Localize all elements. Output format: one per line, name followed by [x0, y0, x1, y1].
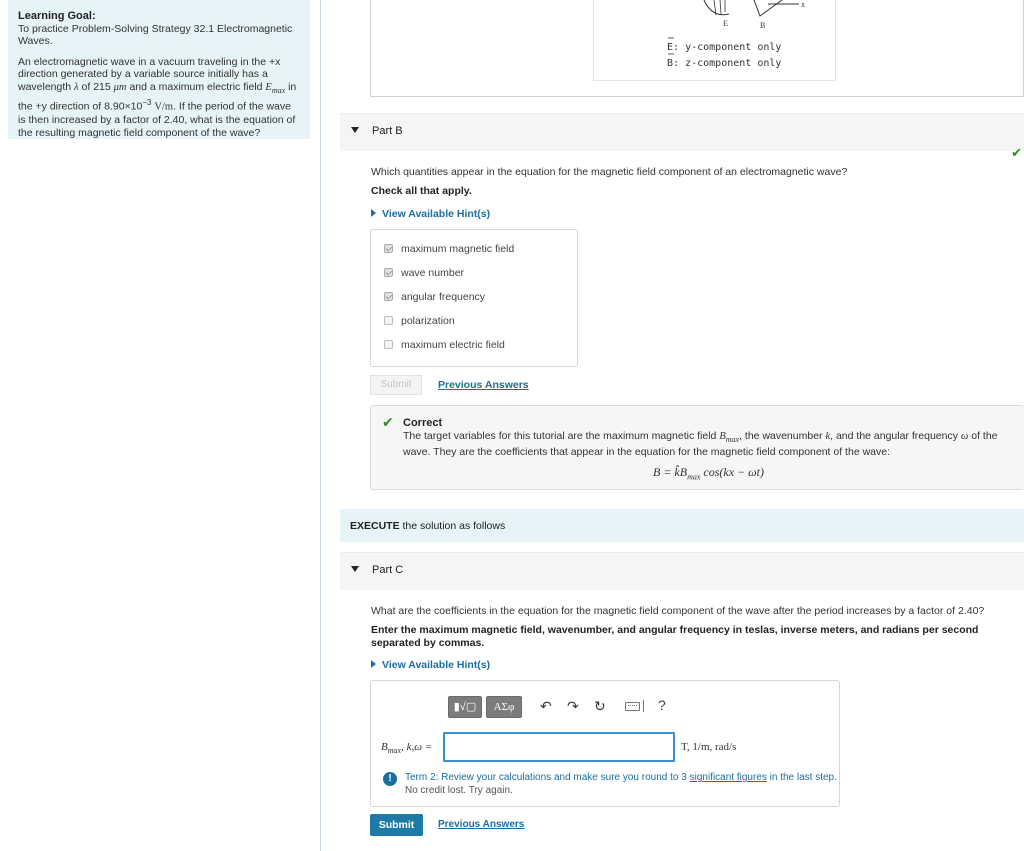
exponent: −3 — [142, 98, 152, 108]
part-c-instruction: Enter the maximum magnetic field, wavenumber, and angular frequency in teslas, inverse meters, and radians per second separated by commas. — [371, 624, 979, 649]
checkbox[interactable] — [384, 244, 393, 253]
checkbox[interactable] — [384, 268, 393, 277]
keyboard-divider — [643, 700, 644, 712]
part-c-previous-answers-link[interactable]: Previous Answers — [438, 819, 525, 830]
choice-maximum-magnetic-field[interactable]: maximum magnetic field — [384, 243, 514, 255]
significant-figures-link[interactable]: significant figures — [689, 772, 767, 783]
templates-button[interactable]: ▮√▢ — [448, 696, 482, 718]
figure-e-label: E — [723, 19, 728, 28]
feedback-text: The target variables for this tutorial are the maximum magnetic field $B_{max}$, the wavenumber k, and the angular frequency ω of the wave. They are the coefficients that appear in the equation for the magnetic field component of the wave: — [403, 430, 998, 459]
learning-goal-panel — [8, 0, 310, 139]
learning-goal-description: To practice Problem-Solving Strategy 32.1 Electromagnetic Waves. — [18, 22, 293, 47]
part-b-hint-link[interactable]: View Available Hint(s) — [371, 208, 490, 220]
emax-unit: V/m — [154, 101, 174, 113]
part-c-label: Part C — [372, 564, 404, 576]
warning-subtext: No credit lost. Try again. — [405, 785, 513, 796]
choice-polarization[interactable]: polarization — [384, 315, 455, 327]
help-icon[interactable]: ? — [658, 697, 666, 713]
choice-maximum-electric-field[interactable]: maximum electric field — [384, 339, 505, 351]
em-wave-figure — [593, 0, 836, 81]
checkbox[interactable] — [384, 316, 393, 325]
warning-icon: ! — [383, 772, 397, 786]
hint-triangle-icon — [371, 660, 376, 668]
part-b-feedback-correct — [370, 405, 1024, 490]
part-c-question: What are the coefficients in the equation for the magnetic field component of the wave after the period increases by a factor of 2.40? — [371, 605, 985, 617]
collapse-triangle-icon[interactable] — [351, 127, 359, 133]
part-b-instruction: Check all that apply. — [371, 185, 472, 197]
hint-triangle-icon — [371, 209, 376, 217]
feedback-equation: $B = k̂B_{max}$ cos(kx − ωt) — [653, 465, 764, 482]
part-b-submit-button[interactable]: Submit — [370, 375, 422, 395]
problem-text-2: of 215 — [81, 80, 111, 93]
reset-icon[interactable]: ↻ — [594, 698, 606, 714]
part-c-submit-button[interactable]: Submit — [370, 814, 423, 836]
content-divider — [320, 0, 321, 851]
answer-input[interactable] — [443, 732, 675, 762]
part-c-answer-box — [370, 680, 840, 807]
figure-x-label: x — [801, 0, 805, 9]
lambda-unit: μm — [113, 81, 127, 93]
choice-angular-frequency[interactable]: angular frequency — [384, 291, 485, 303]
answer-units: T, 1/m, rad/s — [681, 741, 737, 753]
problem-statement — [18, 56, 300, 140]
part-c-hint-link[interactable]: View Available Hint(s) — [371, 659, 490, 671]
part-b-previous-answers-link[interactable]: Previous Answers — [438, 379, 529, 391]
collapse-triangle-icon[interactable] — [351, 566, 359, 572]
checkbox[interactable] — [384, 292, 393, 301]
part-b-label: Part B — [372, 125, 403, 137]
redo-icon[interactable]: ↷ — [567, 698, 579, 714]
undo-icon[interactable]: ↶ — [540, 698, 552, 714]
greek-symbols-button[interactable]: ΑΣφ — [486, 696, 522, 718]
figure-b-label: B — [760, 21, 766, 30]
learning-goal-title: Learning Goal: — [18, 10, 96, 22]
emax-symbol: $E_{max}$ — [265, 81, 286, 95]
correct-check-icon: ✔ — [382, 414, 394, 430]
checkbox[interactable] — [384, 340, 393, 349]
keyboard-icon[interactable] — [625, 702, 640, 711]
problem-text-3: and a maximum electric field — [129, 80, 263, 93]
part-b-complete-check-icon: ✔ — [1011, 145, 1022, 160]
part-b-choices — [370, 229, 578, 367]
part-b-question: Which quantities appear in the equation for the magnetic field component of an electromagnetic wave? — [371, 166, 848, 178]
answer-label: $B_{max}$, k,ω = — [381, 741, 433, 756]
part-c-header[interactable] — [340, 552, 1024, 590]
choice-wave-number[interactable]: wave number — [384, 267, 464, 279]
svg-text:B: z-component only: B: z-component only — [667, 58, 782, 69]
svg-text:E: y-component only: E: y-component only — [667, 42, 782, 53]
problem-text-1: An electromagnetic wave in a vacuum traveling in the +x direction generated by a variable source initially has a wavelength — [18, 55, 281, 93]
problem-text-4: in the +y direction of 8.90×10 — [18, 80, 297, 113]
part-b-header[interactable] — [340, 113, 1024, 151]
warning-message: Term 2: Review your calculations and make sure you round to 3 significant figures in the last step. — [405, 772, 837, 783]
lambda-symbol: λ — [74, 81, 79, 93]
em-wave-diagram — [594, 0, 837, 81]
execute-header: EXECUTE the solution as follows — [340, 509, 1024, 542]
problem-text-5: . If the period of the wave is then increased by a factor of 2.40, what is the equation of the resulting magnetic field component of the wave? — [18, 100, 296, 139]
feedback-title: Correct — [403, 417, 443, 429]
